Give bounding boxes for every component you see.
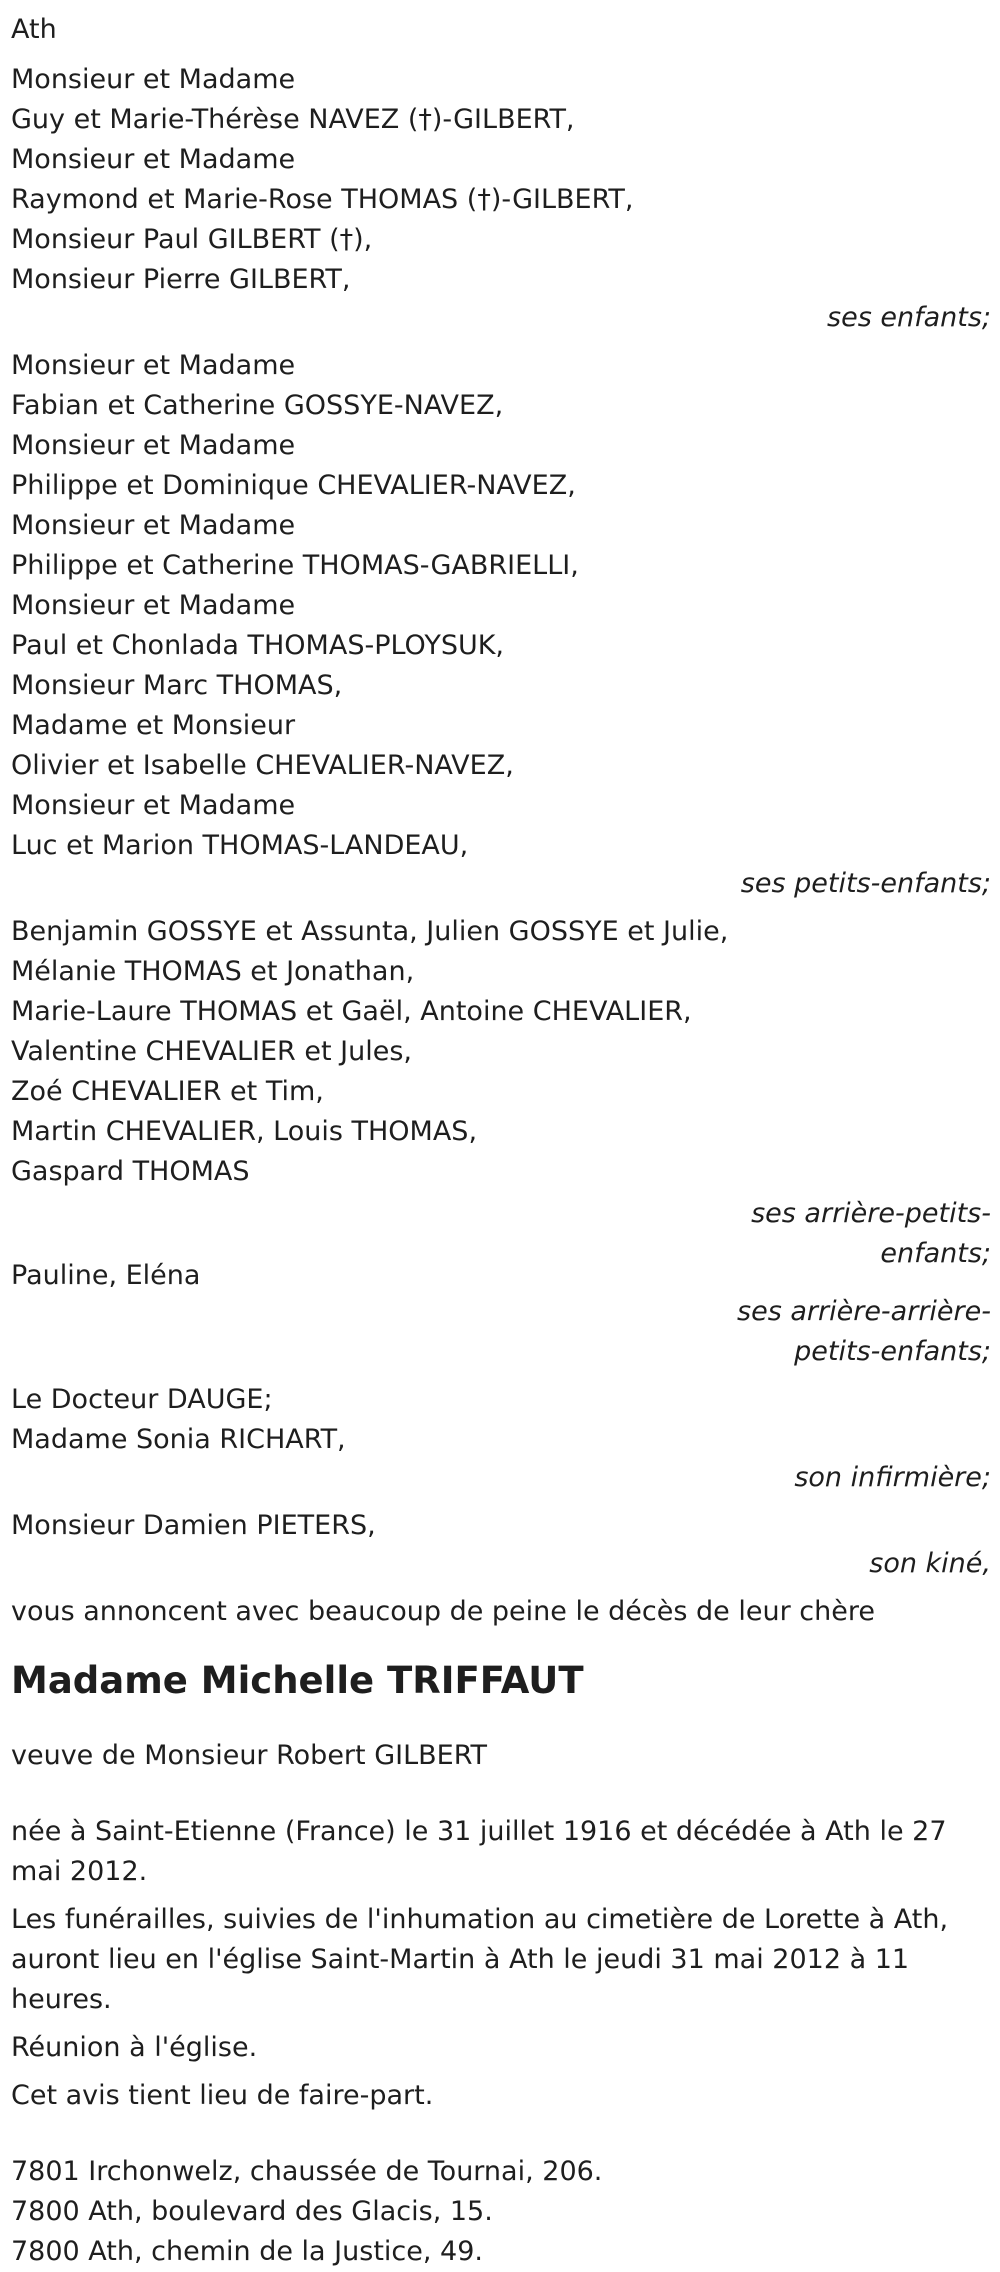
grandchildren-line: Monsieur Marc THOMAS, <box>11 670 343 701</box>
children-relation-label: ses enfants; <box>827 302 991 333</box>
physio-relation-label: son kiné, <box>869 1548 991 1579</box>
great-grandchildren-line: Zoé CHEVALIER et Tim, <box>11 1076 324 1107</box>
birth-death-text: née à Saint-Etienne (France) le 31 juillet 1916 et décédée à Ath le 27 mai 2012. <box>11 1816 947 1887</box>
grandchildren-line: Monsieur et Madame <box>11 430 296 461</box>
physio-line: Monsieur Damien PIETERS, <box>11 1510 376 1541</box>
reunion-text: Réunion à l'église. <box>11 2032 258 2063</box>
grandchildren-line: Monsieur et Madame <box>11 350 296 381</box>
physio-group <box>11 1506 991 1584</box>
great-grandchildren-line: Martin CHEVALIER, Louis THOMAS, <box>11 1116 478 1147</box>
grandchildren-line: Fabian et Catherine GOSSYE-NAVEZ, <box>11 390 504 421</box>
grandchildren-line: Monsieur et Madame <box>11 590 296 621</box>
children-line: Monsieur et Madame <box>11 144 296 175</box>
nurse-relation-label: son infirmière; <box>794 1462 991 1493</box>
location-heading: Ath <box>11 14 57 45</box>
grandchildren-relation-label: ses petits-enfants; <box>740 868 991 899</box>
great-grandchildren-line: Mélanie THOMAS et Jonathan, <box>11 956 415 987</box>
notice-text: Cet avis tient lieu de faire-part. <box>11 2080 434 2111</box>
carer-line: Madame Sonia RICHART, <box>11 1424 346 1455</box>
grandchildren-group <box>11 346 991 904</box>
grandchildren-line: Madame et Monsieur <box>11 710 296 741</box>
grandchildren-line: Luc et Marion THOMAS-LANDEAU, <box>11 830 469 861</box>
relation-label-line: enfants; <box>880 1238 991 1269</box>
address-line: 7800 Ath, boulevard des Glacis, 15. <box>11 2196 493 2227</box>
address-line: 7801 Irchonwelz, chaussée de Tournai, 206. <box>11 2156 603 2187</box>
grandchildren-line: Paul et Chonlada THOMAS-PLOYSUK, <box>11 630 505 661</box>
grandchildren-line: Olivier et Isabelle CHEVALIER-NAVEZ, <box>11 750 514 781</box>
grandchildren-line: Monsieur et Madame <box>11 510 296 541</box>
addresses-group <box>11 2152 991 2272</box>
children-group <box>11 60 991 338</box>
great-grandchildren-line: Benjamin GOSSYE et Assunta, Julien GOSSYE et Julie, <box>11 916 729 947</box>
children-line: Monsieur et Madame <box>11 64 296 95</box>
children-line: Guy et Marie-Thérèse NAVEZ (†)-GILBERT, <box>11 104 575 135</box>
widow-of-text: veuve de Monsieur Robert GILBERT <box>11 1740 487 1771</box>
funeral-text: Les funérailles, suivies de l'inhumation au cimetière de Lorette à Ath, auront lieu en l'église Saint-Martin à Ath le jeudi 31 mai 2012 à 11 heures. <box>11 1904 949 2015</box>
obituary-notice <box>11 10 991 2272</box>
relation-label-line: ses arrière-petits- <box>751 1198 991 1229</box>
great-grandchildren-line: Marie-Laure THOMAS et Gaël, Antoine CHEVALIER, <box>11 996 692 1027</box>
grandchildren-line: Philippe et Dominique CHEVALIER-NAVEZ, <box>11 470 576 501</box>
great-great-grandchildren-line: Pauline, Eléna <box>11 1260 201 1291</box>
children-line: Monsieur Pierre GILBERT, <box>11 264 351 295</box>
great-great-grandchildren-group <box>11 1256 991 1372</box>
announcement-text: vous annoncent avec beaucoup de peine le décès de leur chère <box>11 1596 875 1627</box>
children-line: Raymond et Marie-Rose THOMAS (†)-GILBERT, <box>11 184 634 215</box>
great-great-grandchildren-relation-label <box>11 1292 991 1372</box>
relation-label-line: ses arrière-arrière- <box>737 1296 991 1327</box>
relation-label-line: petits-enfants; <box>794 1336 991 1367</box>
grandchildren-line: Philippe et Catherine THOMAS-GABRIELLI, <box>11 550 579 581</box>
deceased-name: Madame Michelle TRIFFAUT <box>11 1659 584 1702</box>
carer-line: Le Docteur DAUGE; <box>11 1384 273 1415</box>
carers-group <box>11 1380 991 1498</box>
great-grandchildren-line: Valentine CHEVALIER et Jules, <box>11 1036 412 1067</box>
great-grandchildren-group <box>11 912 991 1274</box>
children-line: Monsieur Paul GILBERT (†), <box>11 224 373 255</box>
great-grandchildren-line: Gaspard THOMAS <box>11 1156 250 1187</box>
grandchildren-line: Monsieur et Madame <box>11 790 296 821</box>
address-line: 7800 Ath, chemin de la Justice, 49. <box>11 2236 483 2267</box>
